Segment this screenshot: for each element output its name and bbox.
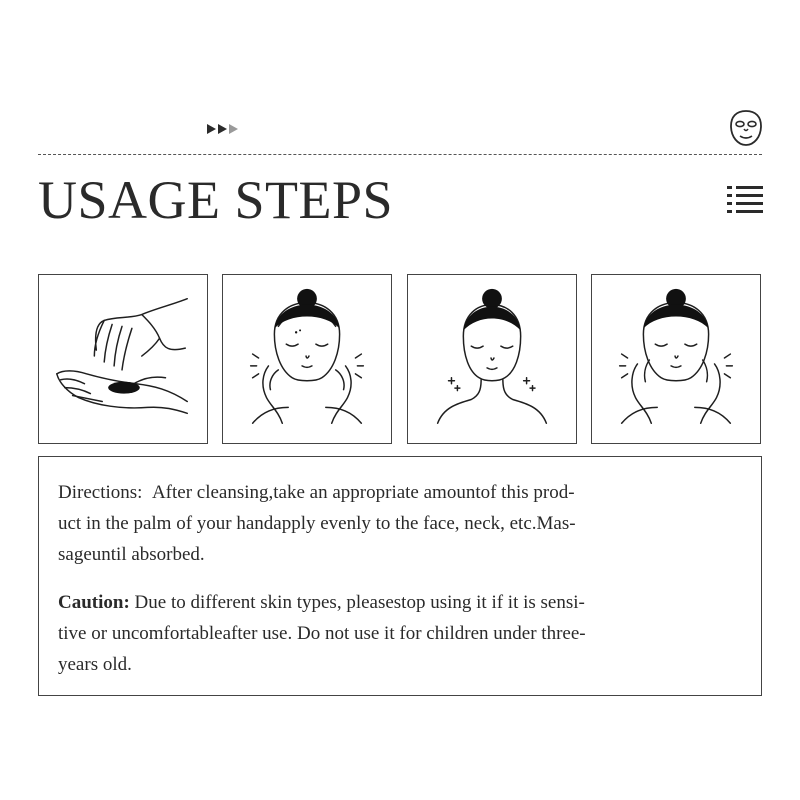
face-glow-illustration bbox=[408, 275, 576, 443]
face-mask-icon bbox=[729, 109, 763, 147]
arrow-dark-1 bbox=[207, 124, 216, 134]
dashed-divider bbox=[38, 154, 762, 155]
hand-palm-cream-illustration bbox=[39, 275, 207, 443]
triple-play-arrows-icon bbox=[207, 124, 238, 134]
directions-label: Directions: bbox=[58, 482, 143, 503]
step-1-card bbox=[38, 274, 208, 444]
caution-line-2: tive or uncomfortableafter use. Do not use it for children under three- bbox=[58, 623, 586, 644]
list-menu-icon bbox=[727, 184, 763, 214]
directions-paragraph bbox=[58, 477, 741, 570]
caution-label: Caution: bbox=[58, 592, 130, 613]
page-title: USAGE STEPS bbox=[38, 170, 394, 230]
caution-line-1: Due to different skin types, pleasestop using it if it is sensi- bbox=[134, 592, 585, 613]
step-4-card bbox=[591, 274, 761, 444]
face-pat-illustration bbox=[592, 275, 760, 443]
directions-line-3: sageuntil absorbed. bbox=[58, 544, 205, 565]
step-3-card bbox=[407, 274, 577, 444]
arrow-dark-2 bbox=[218, 124, 227, 134]
instructions-panel bbox=[38, 456, 762, 696]
arrow-light bbox=[229, 124, 238, 134]
directions-line-2: uct in the palm of your handapply evenly to the face, neck, etc.Mas- bbox=[58, 513, 576, 534]
directions-line-1: After cleansing,take an appropriate amountof this prod- bbox=[151, 482, 575, 503]
caution-paragraph bbox=[58, 587, 741, 680]
step-2-card bbox=[222, 274, 392, 444]
caution-line-3: years old. bbox=[58, 654, 132, 675]
face-massage-illustration bbox=[223, 275, 391, 443]
